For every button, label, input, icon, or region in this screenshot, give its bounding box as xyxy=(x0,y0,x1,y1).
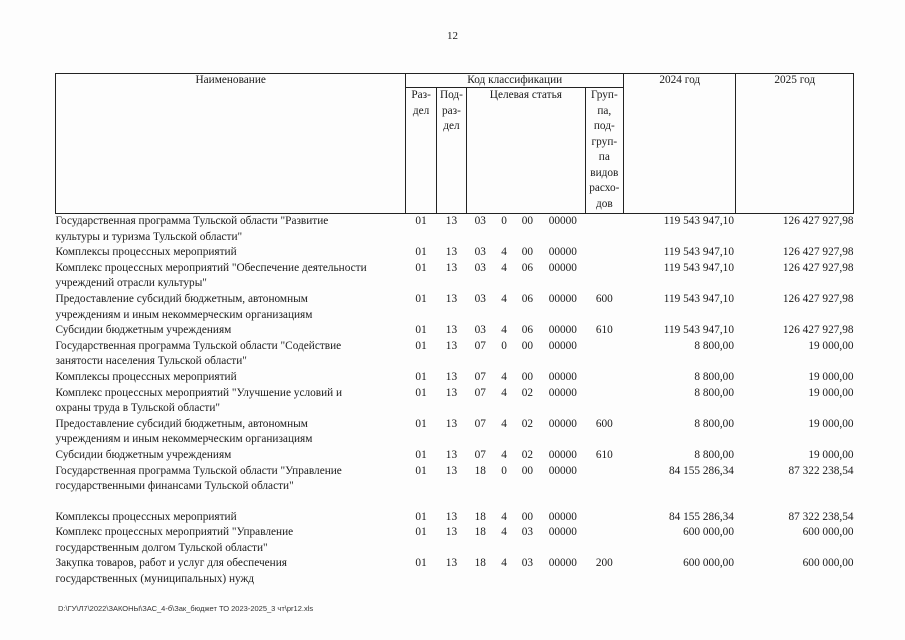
row-code-cs3: 03 xyxy=(521,526,534,539)
header-expense-group xyxy=(585,88,623,214)
header-expense-group-line: видов xyxy=(590,166,619,179)
header-subsection-line: раз- xyxy=(442,104,461,117)
row-code-cs4: 00000 xyxy=(548,417,577,430)
row-name-line: Комплексы процессных мероприятий xyxy=(55,510,237,523)
row-name xyxy=(56,417,406,448)
row-amount-2025: 19 000,00 xyxy=(808,386,854,399)
page-number: 12 xyxy=(447,30,458,42)
header-expense-group-line: дов xyxy=(595,197,613,210)
row-code-razdel: 01 xyxy=(415,464,427,477)
row-code-cs2: 4 xyxy=(501,417,507,430)
row-code-cs1: 18 xyxy=(474,464,486,477)
row-code-vr xyxy=(585,261,623,292)
header-section-line: Раз- xyxy=(411,89,431,101)
row-code-podrazdel: 13 xyxy=(445,261,458,274)
row-amount-2025: 126 427 927,98 xyxy=(782,292,854,305)
row-amount-2025: 87 322 238,54 xyxy=(788,510,854,523)
row-amount-2024: 84 155 286,34 xyxy=(669,464,734,477)
row-code-cs1: 03 xyxy=(474,261,486,274)
table-row xyxy=(56,417,854,448)
row-amount-2025: 126 427 927,98 xyxy=(782,246,854,259)
row-code-cs1: 03 xyxy=(474,324,486,337)
row-code-cs3: 06 xyxy=(521,261,534,274)
header-expense-group-line: под- xyxy=(593,120,615,132)
row-code-cs1: 03 xyxy=(474,246,486,259)
row-name-line: Комплекс процессных мероприятий "Управление xyxy=(55,526,294,539)
row-code-podrazdel: 13 xyxy=(445,464,458,477)
row-amount-2024: 600 000,00 xyxy=(683,526,734,539)
row-amount-2025: 600 000,00 xyxy=(802,557,854,570)
row-amount-2025: 126 427 927,98 xyxy=(782,215,854,227)
header-code-group: Код классификации xyxy=(406,74,624,88)
row-name-line: учреждениям и иным некоммерческим организациям xyxy=(55,433,313,446)
row-amount-2024: 8 800,00 xyxy=(694,339,734,352)
row-code-cs4: 00000 xyxy=(548,464,577,477)
row-code-vr: 610 xyxy=(595,448,613,461)
header-year-2025: 2025 год xyxy=(736,74,854,214)
row-code-vr xyxy=(585,464,623,495)
row-code-podrazdel: 13 xyxy=(445,324,458,337)
row-name-line: государственными финансами Тульской области" xyxy=(55,480,294,493)
row-amount-2025: 126 427 927,98 xyxy=(782,324,854,337)
table-row xyxy=(56,525,854,556)
row-name xyxy=(56,510,406,526)
row-code-cs1: 18 xyxy=(474,557,486,570)
row-code-cs4: 00000 xyxy=(548,448,577,461)
row-code-cs1: 07 xyxy=(474,448,486,461)
row-name xyxy=(56,448,406,464)
file-path-footer: D:\ГУ\Л7\2022\ЗАКОНЫ\ЗАС_4-б\Зак_бюджет ТО 2023-2025_3 чт\pr12.xls xyxy=(58,604,314,613)
row-code-cs3: 02 xyxy=(521,386,534,399)
row-amount-2025: 19 000,00 xyxy=(808,339,854,352)
row-code-cs4: 00000 xyxy=(548,526,577,539)
row-code-cs2: 4 xyxy=(501,386,507,399)
row-code-cs2: 0 xyxy=(501,464,507,477)
row-name-line: культуры и туризма Тульской области" xyxy=(55,230,243,243)
row-code-razdel: 01 xyxy=(415,292,427,305)
row-spacer-cell xyxy=(56,495,854,510)
row-code-vr: 610 xyxy=(595,324,613,337)
row-spacer xyxy=(56,495,854,510)
row-code-vr xyxy=(585,370,623,386)
header-expense-group-line: груп- xyxy=(591,135,618,148)
row-code-cs1: 03 xyxy=(474,215,486,227)
row-amount-2024: 119 543 947,10 xyxy=(663,246,734,259)
row-code-vr xyxy=(585,525,623,556)
row-name xyxy=(56,245,406,261)
row-code-razdel: 01 xyxy=(415,448,427,461)
row-code-cs2: 4 xyxy=(501,448,507,461)
row-amount-2025: 126 427 927,98 xyxy=(782,261,854,274)
row-name xyxy=(56,214,406,246)
row-name xyxy=(56,261,406,292)
row-code-podrazdel: 13 xyxy=(445,246,458,259)
header-expense-group-line: Груп- xyxy=(590,89,618,101)
table-row xyxy=(56,448,854,464)
row-code-cs3: 00 xyxy=(521,339,534,352)
row-code-podrazdel: 13 xyxy=(445,292,458,305)
row-code-razdel: 01 xyxy=(415,510,427,523)
budget-table xyxy=(55,73,854,588)
table-header xyxy=(56,74,854,214)
row-amount-2024: 84 155 286,34 xyxy=(669,510,734,523)
table-body xyxy=(56,214,854,588)
row-code-podrazdel: 13 xyxy=(445,417,458,430)
row-amount-2024: 119 543 947,10 xyxy=(663,324,734,337)
row-amount-2024: 600 000,00 xyxy=(683,557,734,570)
row-code-cs4: 00000 xyxy=(548,292,577,305)
row-code-cs2: 4 xyxy=(501,324,507,337)
row-name xyxy=(56,386,406,417)
table-row xyxy=(56,214,854,246)
row-code-cs3: 00 xyxy=(521,215,534,227)
row-code-cs4: 00000 xyxy=(548,324,577,337)
row-code-cs3: 00 xyxy=(521,510,534,523)
table-row xyxy=(56,464,854,495)
row-name-line: занятости населения Тульской области" xyxy=(55,355,247,368)
row-code-podrazdel: 13 xyxy=(445,215,458,227)
header-section xyxy=(406,88,436,214)
header-target-article xyxy=(467,88,585,214)
row-name-line: Комплекс процессных мероприятий "Улучшение условий и xyxy=(55,386,343,399)
row-code-podrazdel: 13 xyxy=(445,448,458,461)
row-code-cs2: 4 xyxy=(501,526,507,539)
row-amount-2024: 119 543 947,10 xyxy=(663,215,734,227)
row-code-razdel: 01 xyxy=(415,339,427,352)
row-code-podrazdel: 13 xyxy=(445,370,458,383)
row-code-cs3: 03 xyxy=(521,557,534,570)
row-name-line: Государственная программа Тульской области "Развитие xyxy=(55,215,329,227)
row-code-razdel: 01 xyxy=(415,386,427,399)
table-row xyxy=(56,386,854,417)
row-amount-2025: 19 000,00 xyxy=(808,448,854,461)
row-code-podrazdel: 13 xyxy=(445,386,458,399)
row-code-cs2: 0 xyxy=(501,339,507,352)
row-name-line: Комплексы процессных мероприятий xyxy=(55,246,237,259)
header-section-line: дел xyxy=(412,104,430,117)
row-name-line: учреждений отрасли культуры" xyxy=(55,277,207,290)
row-code-cs3: 02 xyxy=(521,448,534,461)
row-code-razdel: 01 xyxy=(415,526,427,539)
row-code-razdel: 01 xyxy=(415,261,427,274)
row-code-cs1: 07 xyxy=(474,339,486,352)
row-code-cs4: 00000 xyxy=(548,386,577,399)
row-code-cs2: 4 xyxy=(501,246,507,259)
row-name-line: Субсидии бюджетным учреждениям xyxy=(55,324,232,337)
row-code-cs4: 00000 xyxy=(548,246,577,259)
row-code-cs4: 00000 xyxy=(548,261,577,274)
row-code-vr: 600 xyxy=(595,417,613,430)
row-name xyxy=(56,292,406,323)
header-expense-group-line: па xyxy=(598,151,610,163)
row-name-line: Субсидии бюджетным учреждениям xyxy=(55,448,232,461)
row-code-cs4: 00000 xyxy=(548,557,577,570)
row-code-cs4: 00000 xyxy=(548,370,577,383)
row-code-razdel: 01 xyxy=(415,246,427,259)
row-code-cs1: 18 xyxy=(474,510,486,523)
header-subsection xyxy=(436,88,466,214)
row-name-line: государственных (муниципальных) нужд xyxy=(55,573,255,586)
header-name: Наименование xyxy=(56,74,406,214)
row-code-cs3: 00 xyxy=(521,370,534,383)
row-code-cs1: 18 xyxy=(474,526,486,539)
row-amount-2025: 19 000,00 xyxy=(808,417,854,430)
row-name-line: Комплексы процессных мероприятий xyxy=(55,370,237,383)
row-amount-2024: 8 800,00 xyxy=(694,370,734,383)
row-code-cs2: 4 xyxy=(501,261,507,274)
row-amount-2025: 19 000,00 xyxy=(808,370,854,383)
row-name-line: Комплекс процессных мероприятий "Обеспечение деятельности xyxy=(55,261,367,274)
row-code-vr: 200 xyxy=(595,557,613,570)
row-amount-2024: 8 800,00 xyxy=(694,417,734,430)
row-code-cs4: 00000 xyxy=(548,510,577,523)
table-row xyxy=(56,245,854,261)
header-year-2024: 2024 год xyxy=(624,74,736,214)
row-code-cs2: 4 xyxy=(501,510,507,523)
header-expense-group-line: па, xyxy=(597,104,612,117)
table-row xyxy=(56,323,854,339)
row-code-vr xyxy=(585,214,623,246)
row-code-podrazdel: 13 xyxy=(445,510,458,523)
row-name xyxy=(56,339,406,370)
row-code-razdel: 01 xyxy=(415,370,427,383)
row-code-cs2: 0 xyxy=(501,215,507,227)
row-code-cs1: 07 xyxy=(474,417,486,430)
table-row xyxy=(56,556,854,587)
row-code-vr xyxy=(585,245,623,261)
row-amount-2024: 8 800,00 xyxy=(694,448,734,461)
row-name xyxy=(56,464,406,495)
row-code-cs2: 4 xyxy=(501,370,507,383)
row-code-cs3: 00 xyxy=(521,246,534,259)
row-name-line: Закупка товаров, работ и услуг для обеспечения xyxy=(55,557,287,570)
row-name xyxy=(56,556,406,587)
row-code-razdel: 01 xyxy=(415,215,427,227)
row-code-cs1: 07 xyxy=(474,370,486,383)
row-code-podrazdel: 13 xyxy=(445,526,458,539)
header-expense-group-line: расхо- xyxy=(589,182,620,194)
table-row xyxy=(56,510,854,526)
row-code-vr: 600 xyxy=(595,292,613,305)
row-code-cs1: 07 xyxy=(474,386,486,399)
row-code-razdel: 01 xyxy=(415,324,427,337)
row-code-podrazdel: 13 xyxy=(445,339,458,352)
row-name-line: Предоставление субсидий бюджетным, автономным xyxy=(55,292,308,305)
row-code-cs4: 00000 xyxy=(548,215,577,227)
header-subsection-line: дел xyxy=(443,120,460,132)
row-name-line: Предоставление субсидий бюджетным, автономным xyxy=(55,417,308,430)
row-name-line: Государственная программа Тульской области "Управление xyxy=(55,464,342,477)
row-amount-2024: 119 543 947,10 xyxy=(663,292,734,305)
row-name-line: учреждениям и иным некоммерческим организациям xyxy=(55,308,313,321)
row-amount-2024: 119 543 947,10 xyxy=(663,261,734,274)
row-code-cs2: 4 xyxy=(501,557,507,570)
row-name-line: государственным долгом Тульской области" xyxy=(55,541,268,554)
row-code-cs3: 06 xyxy=(521,324,534,337)
row-code-vr xyxy=(585,386,623,417)
row-code-cs2: 4 xyxy=(501,292,507,305)
table-row xyxy=(56,370,854,386)
row-amount-2024: 8 800,00 xyxy=(694,386,734,399)
row-name xyxy=(56,370,406,386)
table-row xyxy=(56,292,854,323)
header-target-article-label: Целевая статья xyxy=(489,89,562,101)
row-amount-2025: 87 322 238,54 xyxy=(788,464,854,477)
row-code-razdel: 01 xyxy=(415,417,427,430)
header-subsection-line: Под- xyxy=(439,89,463,101)
row-amount-2025: 600 000,00 xyxy=(802,526,854,539)
row-name-line: Государственная программа Тульской области "Содействие xyxy=(55,339,342,352)
row-code-cs1: 03 xyxy=(474,292,486,305)
table-row xyxy=(56,339,854,370)
row-code-cs4: 00000 xyxy=(548,339,577,352)
row-code-vr xyxy=(585,510,623,526)
row-code-cs3: 06 xyxy=(521,292,534,305)
row-code-cs3: 00 xyxy=(521,464,534,477)
row-code-razdel: 01 xyxy=(415,557,427,570)
row-code-vr xyxy=(585,339,623,370)
row-code-podrazdel: 13 xyxy=(445,557,458,570)
row-name xyxy=(56,323,406,339)
row-name xyxy=(56,525,406,556)
row-name-line: охраны труда в Тульской области" xyxy=(55,402,220,415)
row-code-cs3: 02 xyxy=(521,417,534,430)
table-row xyxy=(56,261,854,292)
